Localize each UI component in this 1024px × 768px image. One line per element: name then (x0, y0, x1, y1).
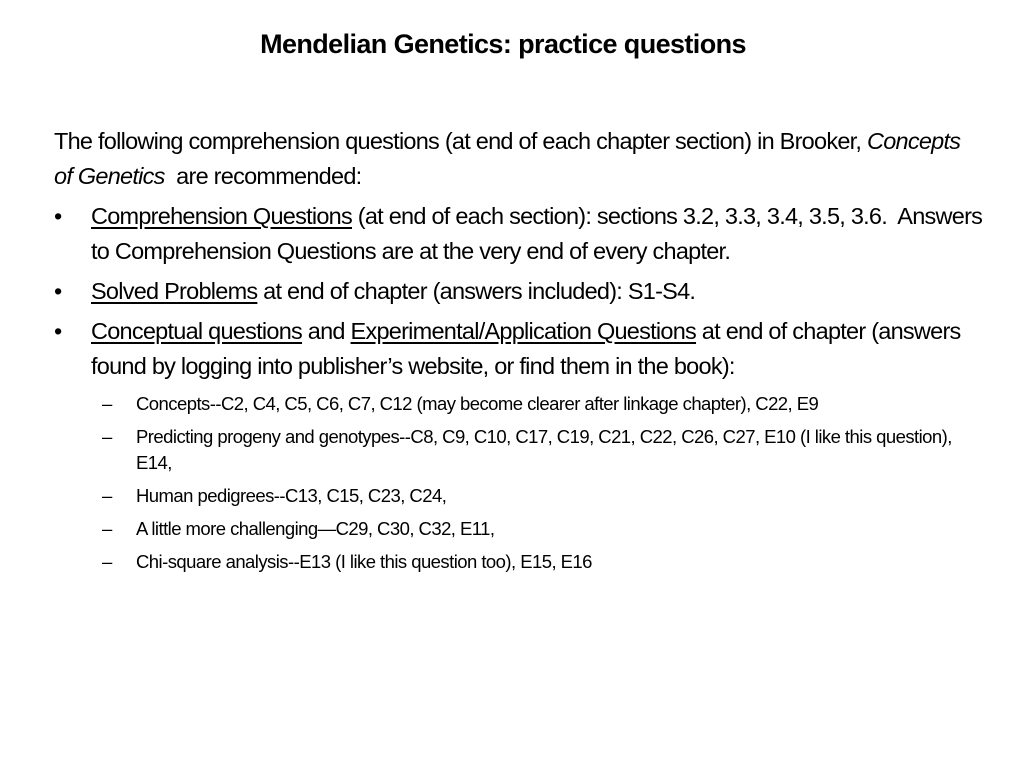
intro-text-end: are recommended: (164, 163, 362, 189)
sub-list (54, 391, 984, 575)
sub-item-challenging (102, 516, 984, 542)
bullet-icon: • (54, 318, 62, 344)
dash-icon: – (102, 426, 112, 447)
bullet-solved-problems (54, 274, 984, 309)
book-title: Concepts of Genetics (54, 128, 961, 189)
bullet-text: at end of chapter (answers found by logging into publisher’s website, or find them in the book): (91, 318, 961, 379)
conceptual-questions-link: Conceptual questions (91, 318, 303, 344)
bullet-icon: • (54, 203, 62, 229)
dash-icon: – (102, 393, 112, 414)
bullet-conceptual-experimental (54, 314, 984, 384)
sub-item-text: Chi-square analysis--E13 (I like this question too), E15, E16 (136, 551, 592, 572)
sub-item-text: A little more challenging—C29, C30, C32, E11, (136, 518, 495, 539)
slide-title: Mendelian Genetics: practice questions (260, 29, 746, 59)
intro-paragraph (54, 124, 984, 194)
solved-problems-link: Solved Problems (91, 278, 258, 304)
sub-item-text: Predicting progeny and genotypes--C8, C9, C10, C17, C19, C21, C22, C26, C27, E10 (I like this question), E14, (136, 426, 952, 473)
dash-icon: – (102, 485, 112, 506)
dash-icon: – (102, 518, 112, 539)
dash-icon: – (102, 551, 112, 572)
slide-body (54, 124, 988, 575)
sub-item-predicting-progeny (102, 424, 984, 476)
comprehension-questions-link: Comprehension Questions (91, 203, 352, 229)
sub-item-human-pedigrees (102, 483, 984, 509)
intro-text: The following comprehension questions (at end of each chapter section) in Brooker, (54, 128, 867, 154)
experimental-application-questions-link: Experimental/Application Questions (350, 318, 697, 344)
bullet-text-mid: and (302, 318, 351, 344)
bullet-comprehension-questions (54, 199, 988, 269)
bullet-icon: • (54, 278, 62, 304)
sub-item-chi-square (102, 549, 984, 575)
bullet-text: (at end of each section): sections 3.2, 3.3, 3.4, 3.5, 3.6. Answers to Comprehension Questions are at the very end of every chapter. (91, 203, 988, 264)
bullet-text: at end of chapter (answers included): S1-S4. (257, 278, 696, 304)
sub-item-concepts (102, 391, 984, 417)
sub-item-text: Human pedigrees--C13, C15, C23, C24, (136, 485, 447, 506)
sub-item-text: Concepts--C2, C4, C5, C6, C7, C12 (may become clearer after linkage chapter), C22, E9 (136, 393, 819, 414)
